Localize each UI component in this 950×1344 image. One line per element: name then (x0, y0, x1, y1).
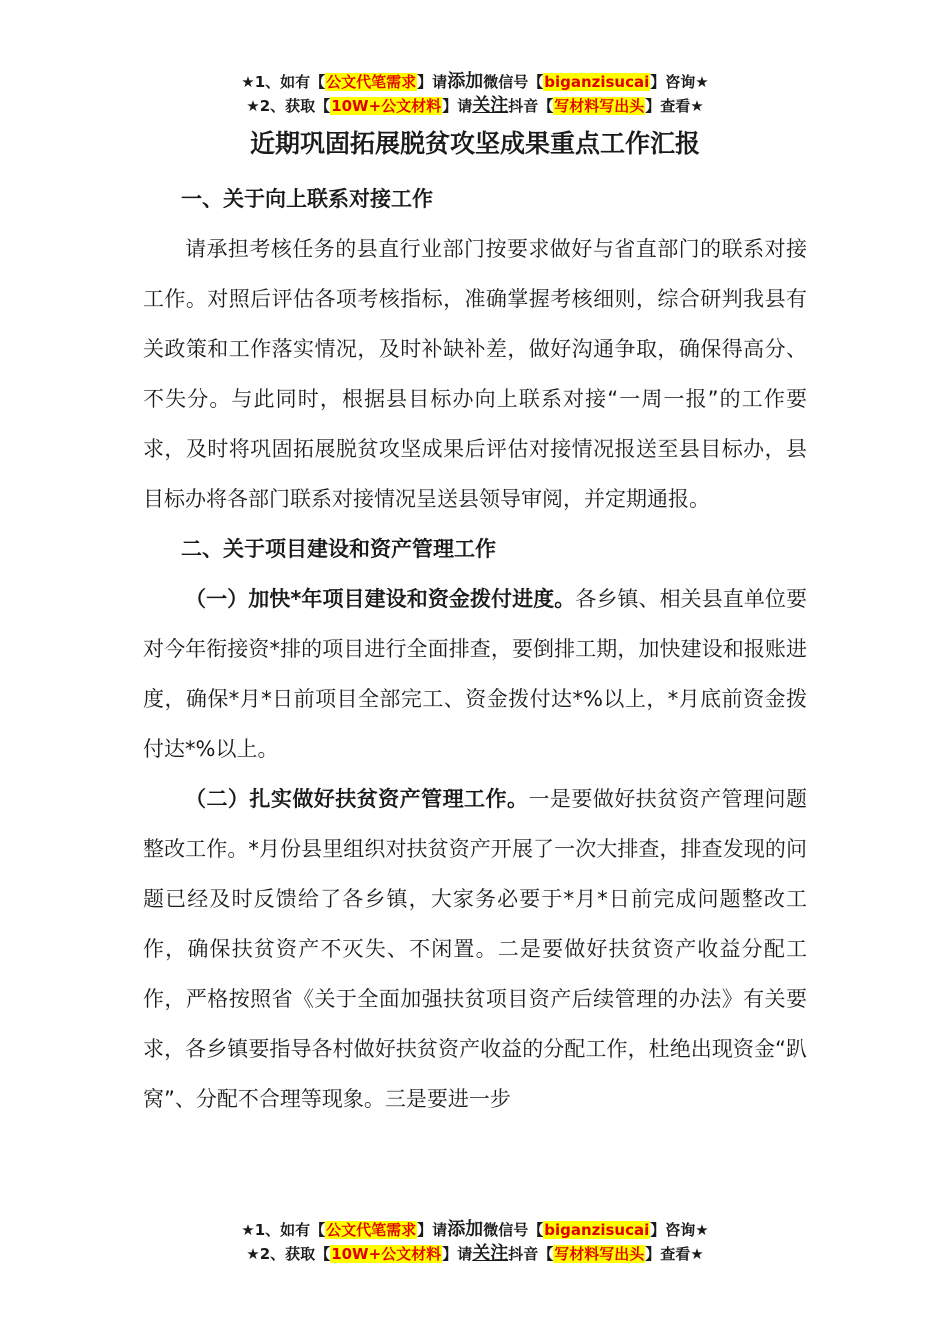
highlight-wechat-id: biganzisucai (544, 73, 650, 91)
highlight-service: 公文代笔需求 (326, 73, 417, 91)
banner-line-2: ★2、获取【10W+公文材料】请关注抖音【写材料写出头】查看★ (246, 95, 704, 116)
sub-1-body: 各乡镇、相关县直单位要对今年衔接资*排的项目进行全面排查，要倒排工期，加快建设和报账进度，确保*月*日前项目全部完工、资金拨付达*%以上，*月底前资金拨付达*%以上。 (143, 587, 808, 761)
section-1-heading: 一、关于向上联系对接工作 (181, 187, 433, 211)
footer-banner-line-2: ★2、获取【10W+公文材料】请关注抖音【写材料写出头】查看★ (246, 1243, 704, 1264)
sub-2-body: 一是要做好扶贫资产管理问题整改工作。*月份县里组织对扶贫资产开展了一次大排查，排查发现的问题已经及时反馈给了各乡镇，大家务必要于*月*日前完成问题整改工作，确保扶贫资产不灭失、不闲置。二是要做好扶贫资产收益分配工作，严格按照省《关于全面加强扶贫项目资产后续管理的办法》有关要求，各乡镇要指导各村做好扶贫资产收益的分配工作，杜绝出现资金“趴窝”、分配不合理等现象。三是要进一步 (143, 787, 808, 1111)
document-title: 近期巩固拓展脱贫攻坚成果重点工作汇报 (249, 129, 700, 158)
sub-2-lead: （二）扎实做好扶贫资产管理工作。 (185, 787, 529, 811)
section-2-sub-2-paragraph (143, 774, 807, 1124)
section-2-heading: 二、关于项目建设和资产管理工作 (181, 537, 496, 561)
footer-banner-line-1: ★1、如有【公文代笔需求】请添加微信号【biganzisucai】咨询★ (241, 1219, 709, 1240)
sub-1-lead: （一）加快*年项目建设和资金拨付进度。 (185, 587, 576, 611)
section-2-sub-1-paragraph (143, 574, 807, 774)
highlight-materials: 10W+公文材料 (331, 97, 442, 115)
header-banner (0, 70, 950, 118)
banner-line-1: ★1、如有【公文代笔需求】请添加微信号【biganzisucai】咨询★ (241, 71, 709, 92)
document-body (143, 174, 807, 1124)
section-1-paragraph: 请承担考核任务的县直行业部门按要求做好与省直部门的联系对接工作。对照后评估各项考核指标，准确掌握考核细则，综合研判我县有关政策和工作落实情况，及时补缺补差，做好沟通争取，确保得高分、不失分。与此同时，根据县目标办向上联系对接“一周一报”的工作要求，及时将巩固拓展脱贫攻坚成果后评估对接情况报送至县目标办，县目标办将各部门联系对接情况呈送县领导审阅，并定期通报。 (143, 237, 807, 511)
highlight-douyin-id: 写材料写出头 (554, 97, 645, 115)
footer-banner (0, 1218, 950, 1266)
